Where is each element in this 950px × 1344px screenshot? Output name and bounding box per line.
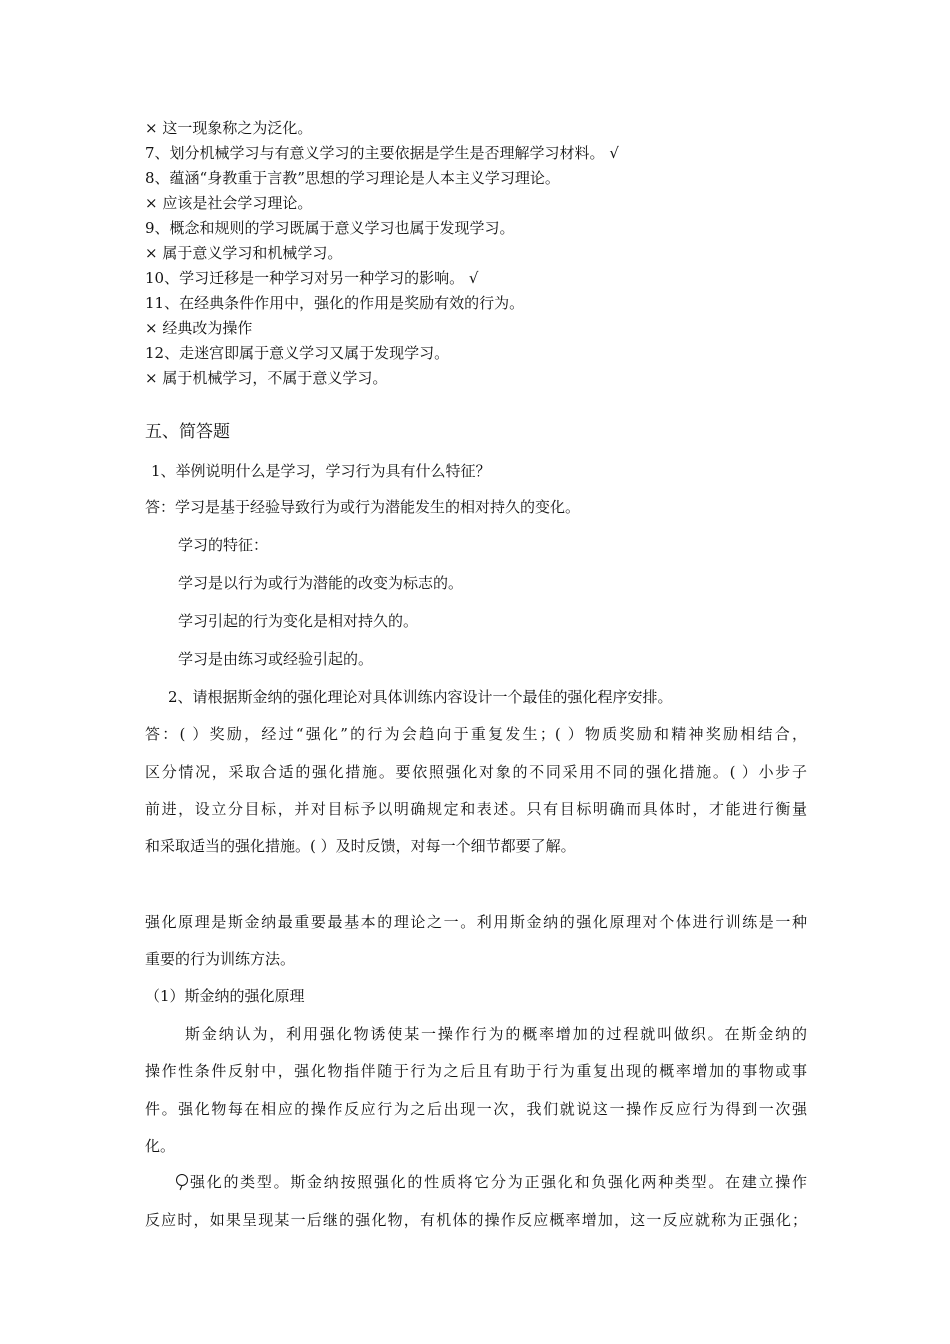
paragraph-line: 化。: [145, 1137, 176, 1155]
judgment-item: × 属于意义学习和机械学习。: [145, 244, 343, 262]
answer-2-line: 答：( ）奖励，经过“强化”的行为会趋向于重复发生；( ）物质奖励和精神奖励相结合，: [145, 725, 807, 743]
section-title: 五、简答题: [145, 422, 230, 442]
judgment-item: 11、在经典条件作用中，强化的作用是奖励有效的行为。: [145, 294, 525, 312]
circle-marker-icon: [174, 1172, 190, 1197]
paragraph-line: 强化的类型。斯金纳按照强化的性质将它分为正强化和负强化两种类型。在建立操作: [190, 1173, 807, 1191]
judgment-item: × 经典改为操作: [145, 319, 253, 337]
judgment-item: × 属于机械学习，不属于意义学习。: [145, 369, 388, 387]
question-1: 1、举例说明什么是学习，学习行为具有什么特征？: [151, 462, 491, 480]
features-title: 学习的特征：: [178, 536, 269, 554]
intro-line: 强化原理是斯金纳最重要最基本的理论之一。利用斯金纳的强化原理对个体进行训练是一种: [145, 913, 807, 931]
intro-line: 重要的行为训练方法。: [145, 950, 296, 968]
subheading: （1）斯金纳的强化原理: [145, 987, 305, 1005]
feature-item: 学习是以行为或行为潜能的改变为标志的。: [178, 574, 464, 592]
answer-2-line: 前进，设立分目标，并对目标予以明确规定和表述。只有目标明确而具体时，才能进行衡量: [145, 800, 807, 818]
question-2: 2、请根据斯金纳的强化理论对具体训练内容设计一个最佳的强化程序安排。: [168, 688, 673, 706]
paragraph-line: 反应时，如果呈现某一后继的强化物，有机体的操作反应概率增加，这一反应就称为正强化；: [145, 1211, 807, 1229]
judgment-item: × 这一现象称之为泛化。: [145, 119, 313, 137]
judgment-item: 8、蕴涵“身教重于言教”思想的学习理论是人本主义学习理论。: [145, 169, 560, 187]
judgment-item: 12、走迷宫即属于意义学习又属于发现学习。: [145, 344, 450, 362]
paragraph-line: 斯金纳认为，利用强化物诱使某一操作行为的概率增加的过程就叫做织。在斯金纳的: [185, 1025, 807, 1043]
answer-1: 答：学习是基于经验导致行为或行为潜能发生的相对持久的变化。: [145, 498, 581, 516]
paragraph-line: 件。强化物每在相应的操作反应行为之后出现一次，我们就说这一操作反应行为得到一次强: [145, 1100, 807, 1118]
answer-2-line: 区分情况，采取合适的强化措施。要依照强化对象的不同采用不同的强化措施。( ）小步子: [145, 763, 807, 781]
judgment-item: 9、概念和规则的学习既属于意义学习也属于发现学习。: [145, 219, 515, 237]
judgment-item: × 应该是社会学习理论。: [145, 194, 313, 212]
judgment-item: 7、划分机械学习与有意义学习的主要依据是学生是否理解学习材料。 √: [145, 144, 619, 162]
answer-2-line: 和采取适当的强化措施。( ）及时反馈，对每一个细节都要了解。: [145, 837, 576, 855]
judgment-item: 10、学习迁移是一种学习对另一种学习的影响。 √: [145, 269, 479, 287]
feature-item: 学习是由练习或经验引起的。: [178, 650, 374, 668]
paragraph-line: 操作性条件反射中，强化物指伴随于行为之后且有助于行为重复出现的概率增加的事物或事: [145, 1062, 807, 1080]
feature-item: 学习引起的行为变化是相对持久的。: [178, 612, 419, 630]
